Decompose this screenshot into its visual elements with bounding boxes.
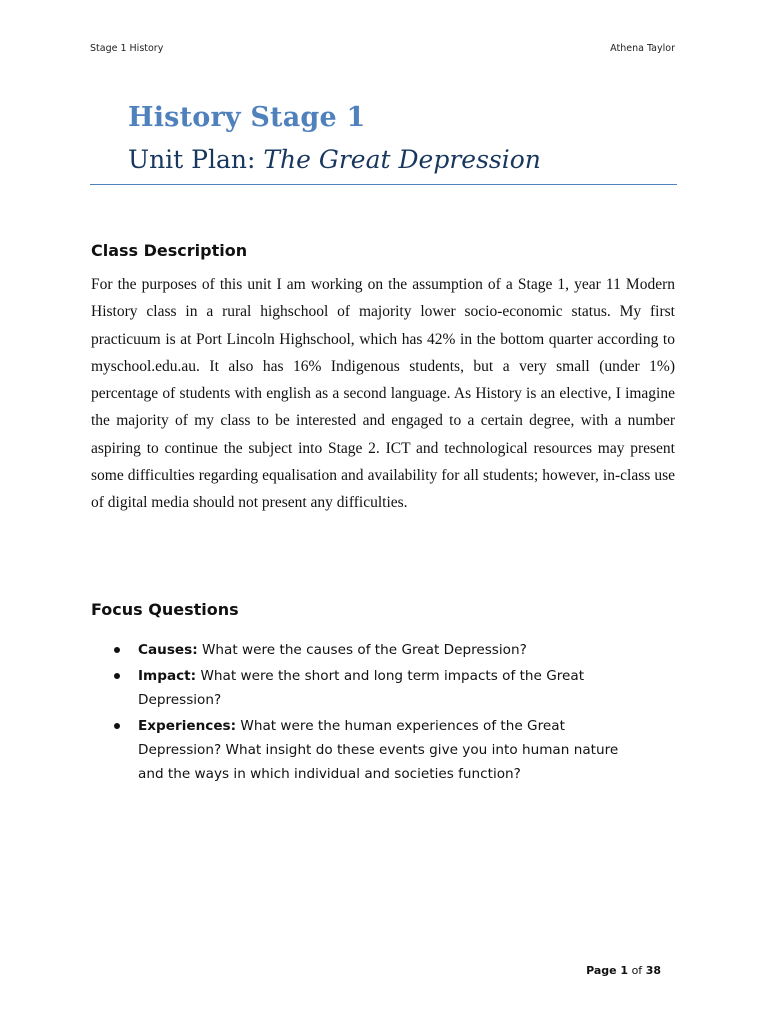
bullet-icon	[114, 723, 120, 729]
focus-text: What were the human experiences of the Great Depression? What insight do these events give you into human nature and the ways in which individual and societies function?	[138, 718, 619, 782]
running-header	[90, 43, 675, 54]
header-author: Athena Taylor	[610, 43, 675, 54]
list-item	[91, 714, 631, 786]
focus-text: What were the short and long term impacts of the Great Depression?	[138, 668, 585, 708]
class-description-body: For the purposes of this unit I am working on the assumption of a Stage 1, year 11 Modern History class in a rural highschool of majority lower socio-economic status. My first practicuum is at Port Lincoln Highschool, which has 42% in the bottom quarter according to myschool.edu.au. It also has 16% Indigenous students, but a very small (under 1%) percentage of students with english as a second language. As History is an elective, I imagine the majority of my class to be interested and engaged to a certain degree, with a number aspiring to continue the subject into Stage 2. ICT and technological resources may present some difficulties regarding equalisation and availability for all students; however, in-class use of digital media should not present any difficulties.	[91, 276, 675, 512]
class-description-heading: Class Description	[91, 241, 248, 260]
focus-label: Causes:	[138, 642, 198, 658]
subtitle-topic: The Great Depression	[263, 145, 541, 174]
list-item	[91, 638, 631, 662]
focus-questions-list	[91, 638, 631, 788]
document-subtitle	[128, 143, 688, 177]
title-block	[128, 100, 688, 177]
subtitle-prefix: Unit Plan:	[128, 145, 264, 174]
of-word: of	[628, 964, 646, 977]
focus-questions-heading: Focus Questions	[91, 600, 239, 619]
page-number-footer	[586, 964, 661, 977]
focus-label: Experiences:	[138, 718, 237, 734]
bullet-icon	[114, 673, 120, 679]
bullet-icon	[114, 647, 120, 653]
page-word: Page	[586, 964, 621, 977]
title-divider	[90, 184, 677, 185]
focus-text: What were the causes of the Great Depression?	[197, 642, 527, 658]
header-course: Stage 1 History	[90, 43, 164, 54]
page-number: 1	[620, 964, 629, 977]
list-item	[91, 664, 631, 712]
page-total: 38	[645, 964, 661, 977]
focus-label: Impact:	[138, 668, 197, 684]
document-title: History Stage 1	[128, 102, 366, 133]
